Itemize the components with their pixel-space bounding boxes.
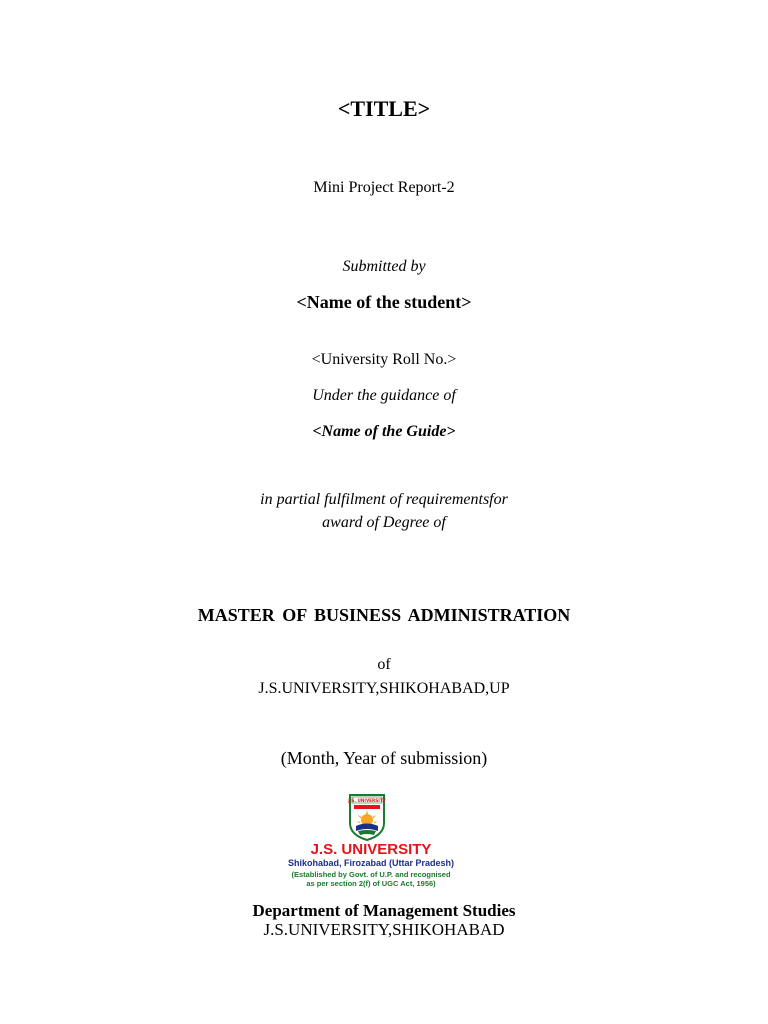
guidance-label: Under the guidance of: [312, 387, 456, 404]
partial-fulfilment-line-1: in partial fulfilment of requirementsfor: [260, 491, 508, 508]
document-title: <TITLE>: [337, 96, 431, 121]
university-short-name: J.S.UNIVERSITY,SHIKOHABAD: [263, 920, 505, 939]
department-name: Department of Management Studies: [252, 901, 516, 920]
roll-number: <University Roll No.>: [311, 351, 457, 368]
logo-established-line-2: as per section 2(f) of UGC Act, 1956): [306, 879, 436, 888]
partial-fulfilment-line-2: award of Degree of: [322, 514, 446, 531]
submission-date: (Month, Year of submission): [280, 748, 488, 768]
logo-location: Shikohabad, Firozabad (Uttar Pradesh): [287, 858, 455, 868]
emblem-text: J.S. UNIVERSITY: [348, 798, 386, 803]
report-name: Mini Project Report-2: [313, 179, 455, 196]
submitted-by-label: Submitted by: [342, 258, 426, 275]
logo-established-line-1: (Established by Govt. of U.P. and recognised: [291, 870, 451, 879]
degree-name: MASTER OF BUSINESS ADMINISTRATION: [197, 605, 571, 625]
student-name: <Name of the student>: [296, 292, 472, 312]
logo-university-name: J.S. UNIVERSITY: [310, 841, 432, 858]
guide-name: <Name of the Guide>: [312, 423, 456, 440]
university-emblem-icon: [348, 793, 386, 841]
university-name: J.S.UNIVERSITY,SHIKOHABAD,UP: [258, 680, 510, 697]
university-logo: [280, 793, 480, 893]
of-label: of: [377, 656, 391, 673]
